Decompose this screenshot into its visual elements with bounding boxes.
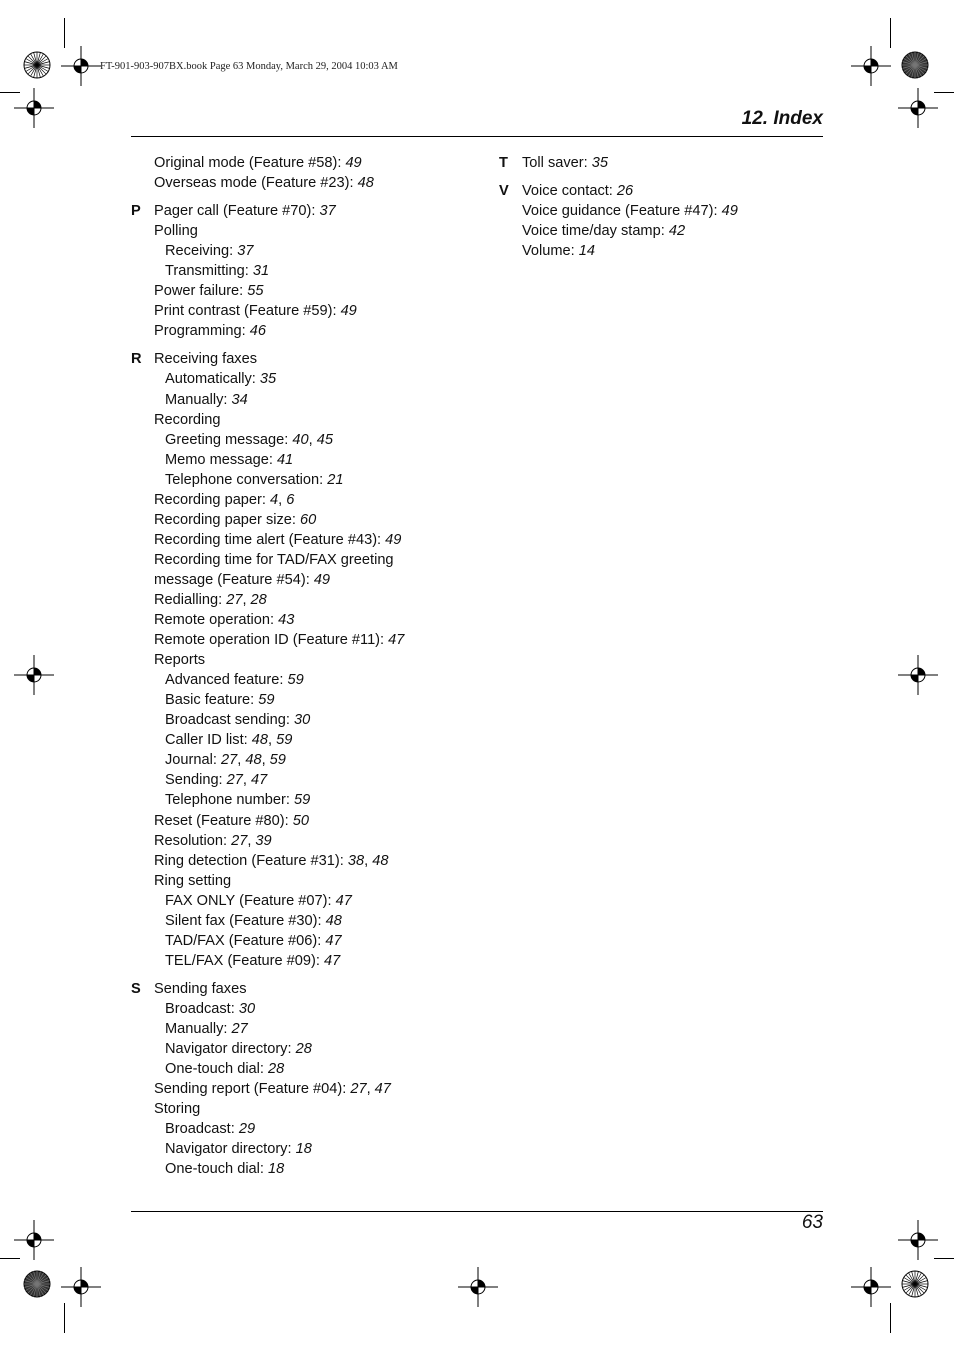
entry-text: TEL/FAX (Feature #09):: [165, 952, 324, 969]
entry-text: Pager call (Feature #70):: [154, 203, 320, 220]
index-entry: [154, 650, 471, 670]
page-reference: 49: [721, 203, 738, 220]
crop-mark: [64, 18, 65, 48]
index-entry: Recording paper: 4, 6: [154, 491, 295, 508]
entry-text: Voice contact:: [522, 183, 617, 200]
index-entry: [522, 181, 819, 201]
index-entry: [154, 349, 471, 369]
index-entry: [154, 321, 471, 341]
page-reference: 37: [237, 243, 254, 260]
entry-text: Resolution:: [154, 832, 232, 849]
index-subentry: [154, 390, 471, 410]
page-reference: 27: [226, 591, 243, 608]
index-letter: T: [499, 155, 508, 171]
entry-text: Telephone conversation:: [165, 471, 328, 488]
page-reference: 18: [268, 1161, 285, 1178]
file-header: FT-901-903-907BX.book Page 63 Monday, March 29, 2004 10:03 AM: [100, 61, 398, 72]
entry-text: Voice time/day stamp:: [522, 223, 669, 240]
page-reference: 42: [668, 223, 686, 240]
page-reference: 48: [251, 732, 268, 749]
index-entry: [154, 201, 471, 221]
index-subentry: [154, 999, 471, 1019]
page-reference: 30: [294, 712, 311, 729]
registration-crosshair-icon: [14, 88, 54, 128]
page-reference: 47: [388, 632, 405, 649]
index-entry: [154, 979, 471, 999]
entry-text: Recording time alert (Feature #43):: [154, 531, 386, 548]
index-entry: [154, 811, 471, 831]
page-reference: 59: [269, 752, 286, 769]
page-reference: 60: [300, 511, 317, 528]
index-entry: [154, 281, 471, 301]
footer-rule: [131, 1211, 823, 1212]
page-reference: 49: [340, 303, 357, 320]
entry-text: Telephone number:: [165, 792, 294, 809]
index-entry: [522, 153, 819, 173]
page-reference: 55: [247, 283, 264, 300]
index-subentry: Greeting message: 40, 45: [165, 431, 333, 448]
page-reference: 47: [325, 932, 342, 949]
entry-text: Original mode (Feature #58):: [154, 155, 346, 171]
index-subentry: [154, 690, 471, 710]
page-reference: 37: [319, 203, 336, 220]
entry-text: Print contrast (Feature #59):: [154, 303, 341, 320]
index-subentry: [154, 261, 471, 281]
index-group: [131, 201, 471, 341]
color-sunburst-icon: [23, 1270, 51, 1298]
entry-text: One-touch dial:: [165, 1161, 269, 1178]
index-letter: V: [499, 183, 509, 200]
entry-text: Storing: [154, 1101, 201, 1118]
index-group: [131, 349, 471, 970]
page-reference: 47: [335, 892, 352, 909]
page-reference: 46: [249, 323, 266, 340]
index-group: [499, 181, 819, 261]
entry-text: Remote operation:: [154, 612, 279, 629]
page-reference: 14: [578, 243, 596, 260]
index-entry: [154, 871, 471, 891]
registration-crosshair-icon: [458, 1267, 498, 1307]
page-reference: 28: [250, 591, 267, 608]
index-entry: [154, 530, 471, 550]
page-reference: 43: [278, 612, 295, 629]
index-entry: [154, 410, 471, 430]
index-group: [131, 153, 471, 193]
page-reference: 28: [295, 1041, 312, 1058]
index-entry: Resolution: 27, 39: [154, 832, 272, 849]
entry-text: Receiving faxes: [154, 351, 258, 368]
index-column-right: [499, 153, 819, 269]
page-reference: 47: [374, 1081, 391, 1098]
index-entry: [522, 221, 819, 241]
page-reference: 35: [591, 155, 608, 171]
index-entry: [154, 610, 471, 630]
page-reference: 49: [313, 571, 331, 588]
page-number: 63: [801, 1212, 823, 1233]
entry-text: Broadcast sending:: [165, 712, 294, 729]
page-reference: 4: [270, 491, 279, 508]
entry-text: Manually:: [165, 1020, 232, 1037]
page-reference: 27: [226, 772, 243, 789]
registration-crosshair-icon: [61, 1267, 101, 1307]
entry-text: Transmitting:: [165, 263, 253, 280]
entry-text: Programming:: [154, 323, 250, 340]
page-reference: 6: [286, 491, 295, 508]
index-letter: S: [131, 980, 141, 997]
entry-text: Advanced feature:: [165, 672, 288, 689]
entry-text: Ring setting: [154, 872, 232, 889]
index-group: [499, 153, 819, 173]
entry-text: Overseas mode (Feature #23):: [154, 175, 358, 192]
entry-text: Sending report (Feature #04):: [154, 1081, 351, 1098]
page-reference: 21: [327, 471, 344, 488]
page-reference: 31: [252, 263, 270, 280]
page-reference: 48: [357, 175, 374, 192]
page-reference: 41: [276, 451, 294, 468]
entry-text: Remote operation ID (Feature #11):: [154, 632, 389, 649]
entry-text: FAX ONLY (Feature #07):: [165, 892, 336, 909]
index-entry: Ring detection (Feature #31): 38, 48: [154, 852, 389, 869]
entry-text: Power failure:: [154, 283, 248, 300]
entry-text: Reports: [154, 652, 206, 669]
index-subentry: [154, 369, 471, 389]
index-entry: Redialling: 27, 28: [154, 591, 267, 608]
crop-mark: [64, 1303, 65, 1333]
index-letter: P: [131, 203, 141, 220]
page-reference: 27: [231, 832, 248, 849]
crop-mark: [0, 1258, 20, 1259]
page-reference: 59: [287, 672, 304, 689]
color-sunburst-icon: [23, 51, 51, 79]
page-reference: 38: [347, 852, 365, 869]
entry-text: Reset (Feature #80):: [154, 812, 293, 829]
registration-crosshair-icon: [851, 1267, 891, 1307]
color-sunburst-icon: [901, 51, 929, 79]
page-reference: 48: [245, 752, 262, 769]
index-subentry: [154, 931, 471, 951]
page-reference: 27: [350, 1081, 367, 1098]
registration-crosshair-icon: [851, 46, 891, 86]
page-reference: 27: [231, 1020, 248, 1037]
index-subentry: [154, 1059, 471, 1079]
crop-mark: [890, 1303, 891, 1333]
index-subentry: [154, 1139, 471, 1159]
index-subentry: [154, 1019, 471, 1039]
registration-crosshair-icon: [14, 1220, 54, 1260]
index-subentry: [154, 790, 471, 810]
entry-text: Navigator directory:: [165, 1141, 296, 1158]
crop-mark: [934, 92, 954, 93]
page-reference: 40: [292, 431, 309, 448]
index-subentry: [154, 450, 471, 470]
page-reference: 28: [268, 1061, 285, 1078]
index-entry: [154, 173, 471, 193]
entry-text: Memo message:: [165, 451, 277, 468]
page-reference: 26: [616, 183, 634, 200]
entry-text: Redialling:: [154, 591, 227, 608]
index-entry: [522, 201, 819, 221]
registration-crosshair-icon: [898, 88, 938, 128]
page-reference: 50: [292, 812, 309, 829]
entry-text: Recording paper:: [154, 491, 271, 508]
index-subentry: [154, 891, 471, 911]
page-reference: 30: [238, 1000, 256, 1017]
entry-text: Recording paper size:: [154, 511, 301, 528]
entry-text: Journal:: [165, 752, 221, 769]
entry-text: message (Feature #54):: [154, 571, 314, 588]
entry-text: Broadcast:: [165, 1000, 239, 1017]
entry-text: Voice guidance (Feature #47):: [522, 203, 722, 220]
page-reference: 59: [276, 732, 293, 749]
entry-text: Recording: [154, 411, 221, 428]
page-reference: 34: [231, 391, 248, 408]
page-reference: 49: [385, 531, 402, 548]
index-entry: [522, 241, 819, 261]
entry-text: One-touch dial:: [165, 1061, 269, 1078]
index-entry: [154, 301, 471, 321]
entry-text: Receiving:: [165, 243, 238, 260]
registration-crosshair-icon: [898, 1220, 938, 1260]
index-column-left: [131, 153, 471, 1187]
index-subentry: Journal: 27, 48, 59: [165, 752, 286, 769]
entry-text: Broadcast:: [165, 1121, 239, 1138]
entry-text: Greeting message:: [165, 431, 293, 448]
page-reference: 27: [220, 752, 238, 769]
index-subentry: [154, 951, 471, 971]
index-entry: [154, 510, 471, 530]
index-subentry: [154, 470, 471, 490]
page-reference: 47: [323, 952, 341, 969]
index-entry: [154, 153, 471, 173]
entry-text: Manually:: [165, 391, 232, 408]
entry-text: Navigator directory:: [165, 1041, 296, 1058]
entry-text: Silent fax (Feature #30):: [165, 912, 326, 929]
index-entry: [154, 550, 471, 570]
index-subentry: [154, 1039, 471, 1059]
page-reference: 48: [372, 852, 389, 869]
page-reference: 47: [251, 772, 268, 789]
index-subentry: [154, 1119, 471, 1139]
registration-crosshair-icon: [61, 46, 101, 86]
page-reference: 59: [294, 792, 311, 809]
index-subentry: Sending: 27, 47: [165, 772, 268, 789]
entry-text: Sending faxes: [154, 980, 247, 997]
entry-text: Recording time for TAD/FAX greeting: [154, 551, 394, 568]
page-reference: 18: [295, 1141, 312, 1158]
crop-mark: [0, 92, 20, 93]
entry-text: Caller ID list:: [165, 732, 252, 749]
header-rule: [131, 136, 823, 137]
entry-text: Sending:: [165, 772, 227, 789]
index-subentry: [154, 1159, 471, 1179]
entry-text: Volume:: [522, 243, 579, 260]
index-entry: [154, 570, 471, 590]
color-sunburst-icon: [901, 1270, 929, 1298]
entry-text: Polling: [154, 223, 198, 240]
entry-text: Basic feature:: [165, 692, 259, 709]
index-subentry: [154, 241, 471, 261]
page-reference: 29: [238, 1121, 256, 1138]
entry-text: TAD/FAX (Feature #06):: [165, 932, 326, 949]
index-entry: [154, 221, 471, 241]
registration-crosshair-icon: [14, 655, 54, 695]
entry-text: Ring detection (Feature #31):: [154, 852, 348, 869]
entry-text: Automatically:: [165, 371, 260, 388]
index-entry: Sending report (Feature #04): 27, 47: [154, 1081, 391, 1098]
page-reference: 59: [258, 692, 275, 709]
section-title: 12. Index: [741, 108, 823, 129]
registration-crosshair-icon: [898, 655, 938, 695]
page-reference: 39: [255, 832, 272, 849]
index-entry: [154, 630, 471, 650]
page-reference: 35: [259, 371, 277, 388]
index-subentry: Caller ID list: 48, 59: [165, 732, 293, 749]
index-group: [131, 979, 471, 1179]
page-reference: 49: [345, 155, 362, 171]
index-entry: [154, 1099, 471, 1119]
index-letter: R: [131, 351, 142, 368]
index-subentry: [154, 911, 471, 931]
crop-mark: [934, 1258, 954, 1259]
index-subentry: [154, 710, 471, 730]
entry-text: Toll saver:: [522, 155, 592, 171]
page-reference: 48: [325, 912, 342, 929]
page-reference: 45: [316, 431, 333, 448]
index-subentry: [154, 670, 471, 690]
crop-mark: [890, 18, 891, 48]
